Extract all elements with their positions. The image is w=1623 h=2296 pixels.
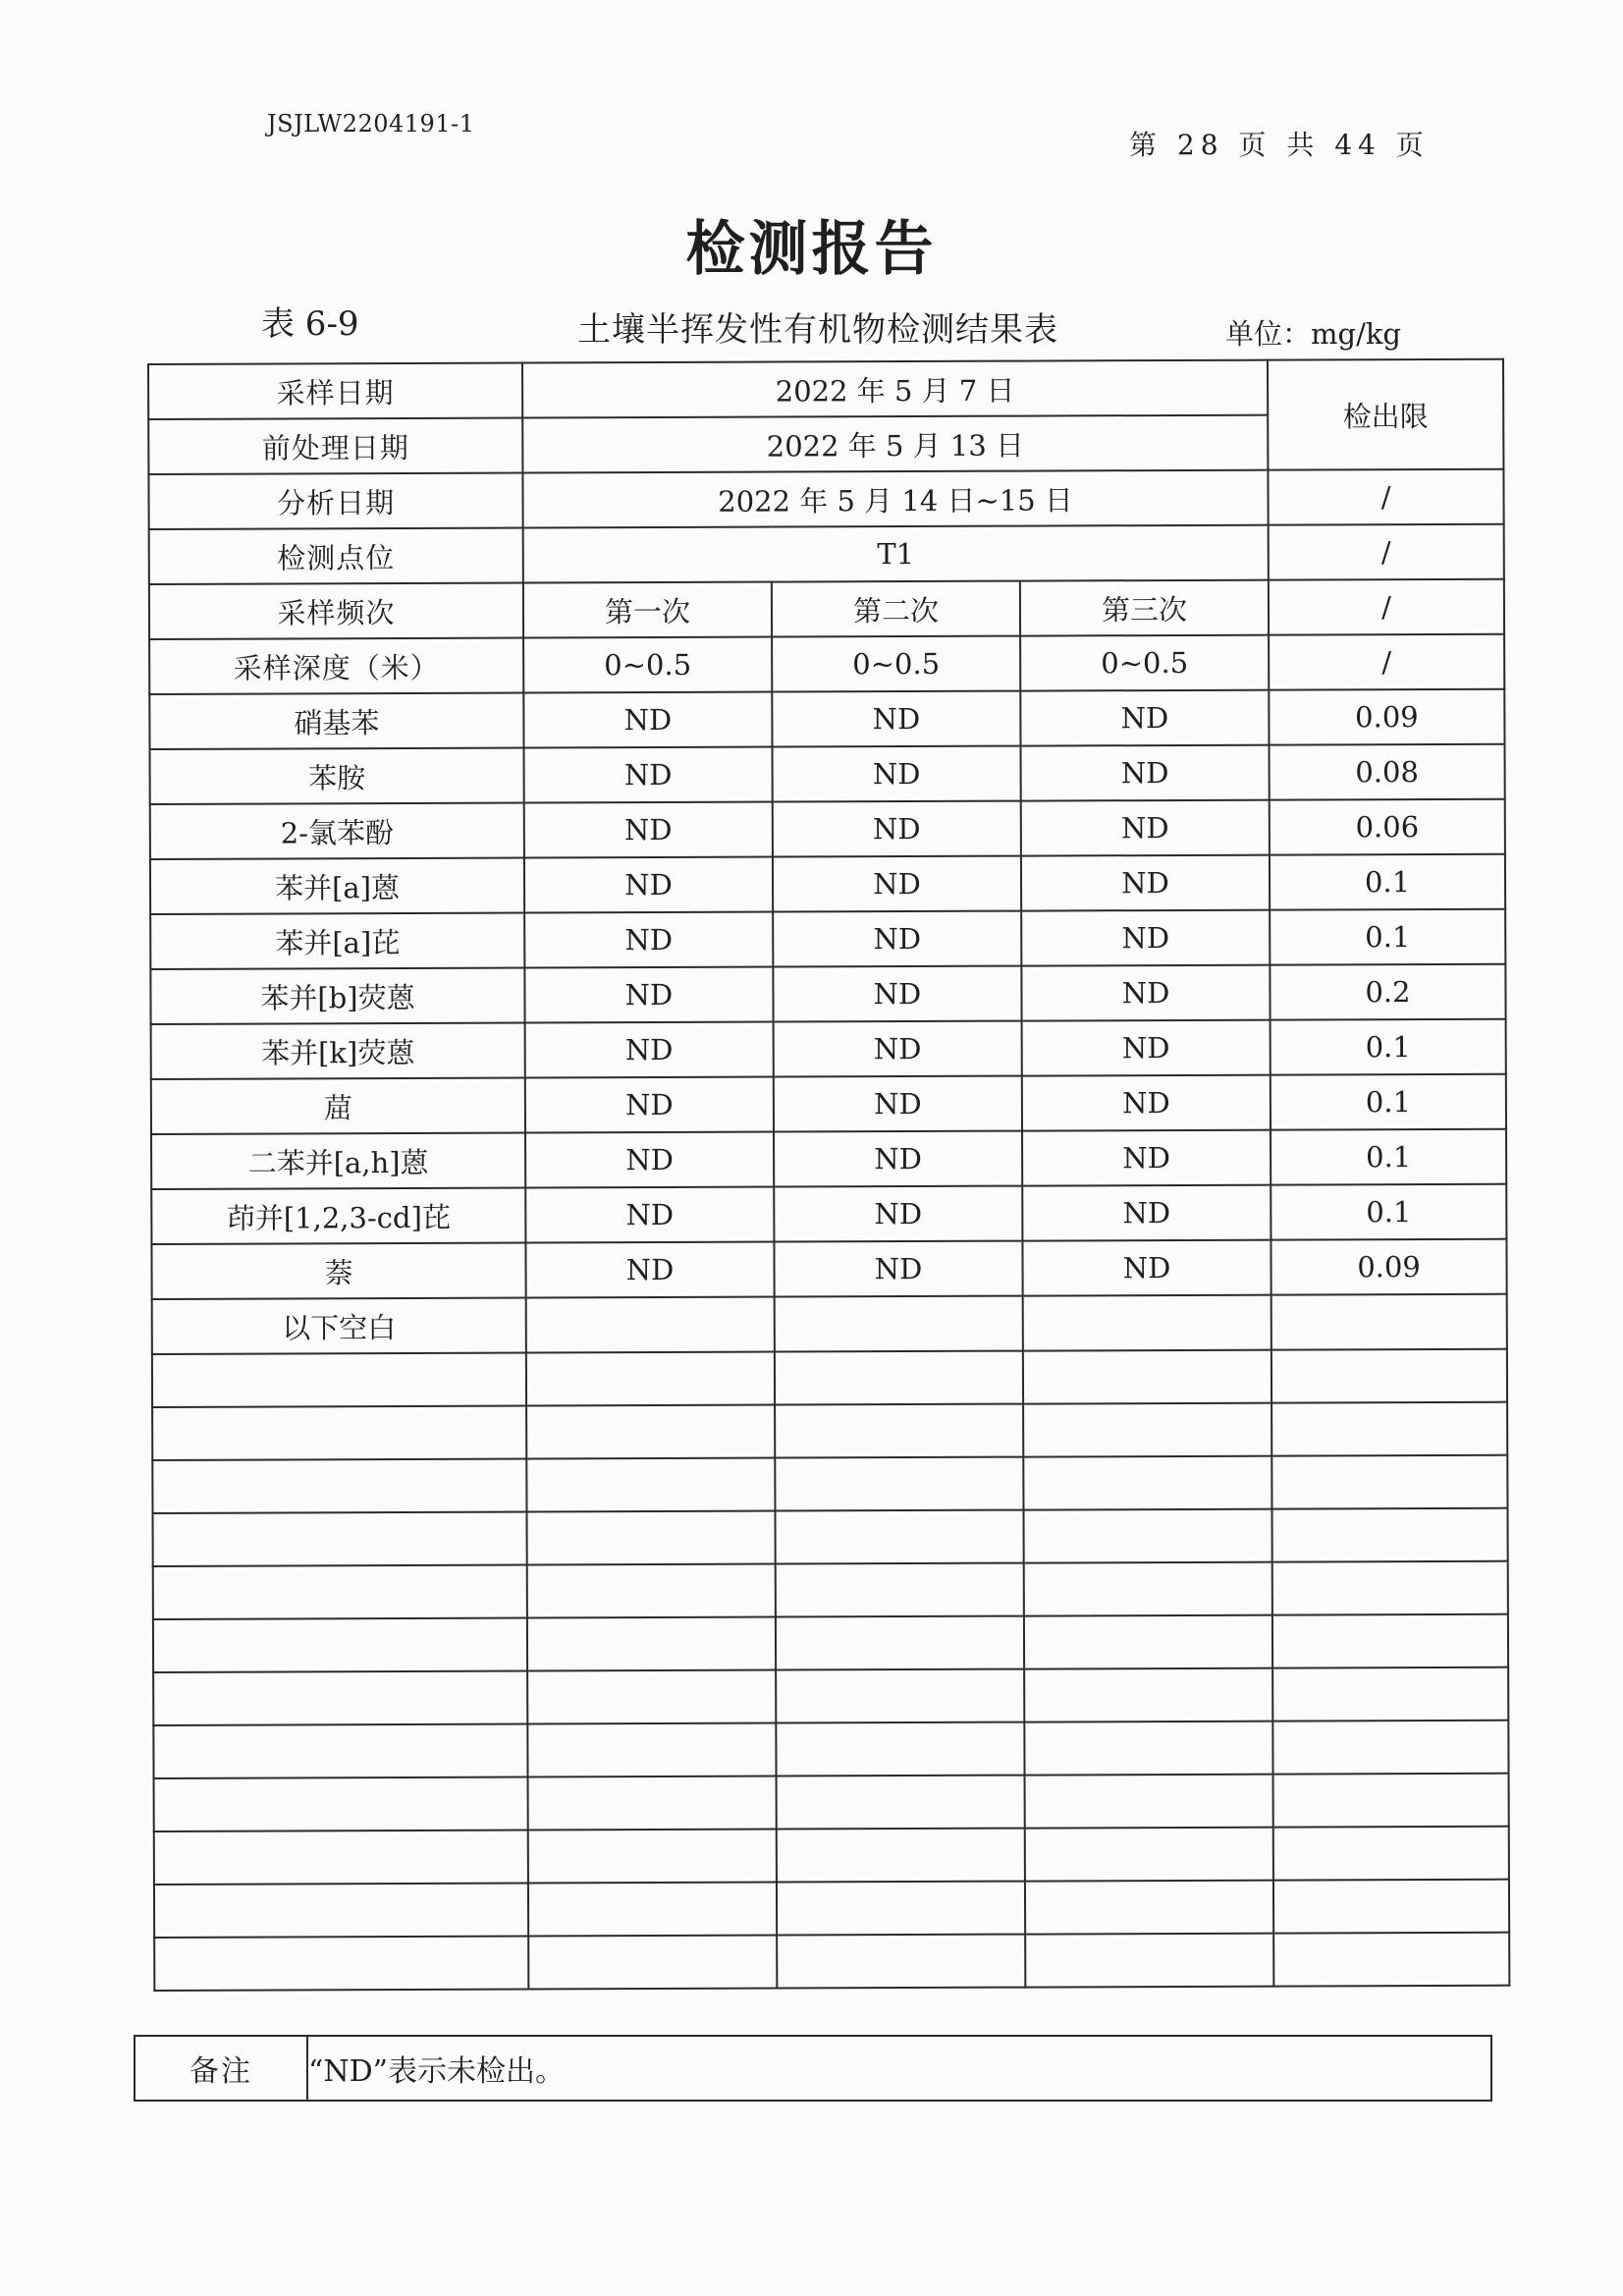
empty-cell [775,1296,1023,1352]
result-cell: ND [1021,965,1270,1021]
detection-limit-cell: 0.1 [1271,1184,1506,1240]
result-cell: ND [523,692,772,748]
analyte-name: 二苯并[a,h]蒽 [151,1133,525,1189]
analyte-row [150,964,1505,1024]
empty-cell [526,1511,775,1565]
analyte-row [151,1184,1506,1244]
detection-limit-cell: 0.1 [1271,1074,1506,1130]
result-cell: ND [524,967,773,1023]
row-label: 检测点位 [149,528,523,584]
analyte-row [150,909,1505,969]
row-label: 前处理日期 [148,418,522,474]
result-cell: ND [1021,745,1270,801]
empty-cell [527,1564,776,1618]
empty-cell [776,1669,1024,1723]
limit-cell: / [1269,579,1504,635]
table-number: 表 6-9 [261,304,359,344]
result-cell: ND [1022,1130,1271,1186]
empty-cell [1024,1615,1272,1669]
empty-cell [152,1406,526,1460]
blank-row [152,1455,1507,1513]
empty-cell [1273,1933,1509,1987]
detection-limit-cell: 0.2 [1270,964,1505,1020]
results-table [147,358,1510,1992]
empty-cell [775,1351,1023,1405]
result-cell: ND [1021,855,1270,911]
site-row [149,524,1504,584]
empty-cell [1023,1350,1271,1404]
empty-cell [528,1936,777,1990]
detection-limit-cell: 0.09 [1271,1239,1506,1295]
detection-limit-cell: 0.1 [1270,909,1505,965]
row-label: 分析日期 [148,473,522,529]
empty-cell [1024,1562,1272,1616]
analyte-name: 苯胺 [150,748,524,804]
result-cell: ND [774,1131,1022,1187]
blank-row [153,1721,1508,1778]
empty-cell [1271,1349,1507,1403]
empty-cell [1025,1775,1273,1829]
empty-cell [1024,1668,1272,1722]
empty-cell [526,1297,775,1353]
empty-cell [154,1884,528,1938]
blank-row [153,1667,1508,1725]
empty-cell [1272,1561,1508,1615]
remarks-text: “ND”表示未检出。 [307,2036,1491,2101]
result-cell: ND [524,912,773,968]
analyte-row [151,1239,1506,1299]
detection-limit-cell: 0.1 [1270,854,1505,910]
row-label: 采样频次 [149,583,523,639]
result-cell: ND [525,1022,774,1078]
analyte-row [150,854,1505,914]
empty-cell [776,1563,1024,1617]
empty-cell [1025,1828,1273,1882]
empty-cell [153,1565,527,1619]
blank-row [154,1933,1509,1991]
end-note: 以下空白 [152,1298,526,1354]
analyte-name: 苯并[b]荧蒽 [150,968,524,1024]
row-label: 采样深度（米） [149,638,523,694]
frequency-cell: 第二次 [772,581,1020,637]
empty-cell [1272,1667,1508,1722]
result-cell: ND [774,1186,1022,1242]
analysis-date-value: 2022 年 5 月 14 日~15 日 [522,470,1268,528]
analyte-name: 苯并[a]芘 [150,913,524,969]
empty-cell [1272,1721,1508,1775]
empty-cell [527,1723,776,1777]
analyte-row [150,799,1505,859]
remarks-label: 备注 [135,2036,307,2101]
blank-row [154,1827,1509,1885]
result-cell: ND [774,1241,1022,1297]
detection-limit-cell: 0.08 [1270,744,1505,800]
blank-row [153,1561,1508,1619]
empty-cell [152,1512,526,1566]
depth-cell: 0~0.5 [1020,635,1269,691]
result-cell: ND [1022,1240,1271,1296]
analyte-name: 苯并[k]荧蒽 [151,1023,525,1079]
frequency-cell: 第一次 [523,582,772,638]
result-cell: ND [525,1242,774,1298]
result-cell: ND [1022,1185,1271,1241]
empty-cell [1024,1722,1272,1776]
empty-cell [1271,1455,1507,1509]
empty-cell [775,1510,1023,1564]
site-value: T1 [523,525,1269,583]
analyte-row [151,1129,1506,1189]
limit-cell: / [1268,469,1503,525]
blank-row [152,1508,1507,1566]
empty-cell [154,1831,528,1885]
result-cell: ND [773,856,1021,912]
result-cell: ND [1021,800,1270,856]
empty-cell [777,1776,1025,1830]
empty-cell [527,1670,776,1724]
empty-cell [1023,1456,1271,1510]
result-cell: ND [524,747,773,803]
result-cell: ND [773,911,1021,967]
result-cell: ND [524,857,773,913]
empty-cell [1272,1614,1508,1668]
remarks-row [135,2036,1491,2101]
pretreatment-date-value: 2022 年 5 月 13 日 [522,415,1268,473]
blank-row [154,1774,1509,1831]
analyte-name: 苯并[a]蒽 [150,858,524,914]
result-cell: ND [773,746,1021,802]
empty-cell [1023,1403,1271,1457]
empty-cell [777,1882,1025,1936]
remarks-table [134,2035,1492,2102]
document-title: 检测报告 [685,215,938,284]
end-note-row [152,1294,1507,1354]
empty-cell [528,1777,777,1831]
analyte-name: 茚并[1,2,3-cd]芘 [151,1188,525,1244]
result-cell: ND [774,1076,1022,1132]
analyte-row [151,1074,1506,1134]
empty-cell [1023,1295,1271,1351]
unit-label: 单位：mg/kg [1225,317,1401,351]
empty-cell [153,1671,527,1725]
analyte-name: 䓛 [151,1078,525,1134]
empty-cell [152,1353,526,1407]
blank-row [152,1349,1507,1407]
row-label: 采样日期 [148,363,522,419]
empty-cell [775,1457,1023,1511]
result-cell: ND [1022,1075,1271,1131]
sampling-date-value: 2022 年 5 月 7 日 [522,360,1268,418]
detection-limit-cell: 0.09 [1269,689,1504,745]
empty-cell [1025,1934,1273,1988]
result-cell: ND [525,1187,774,1243]
depth-cell: 0~0.5 [772,636,1020,692]
blank-row [154,1880,1509,1938]
empty-cell [1273,1880,1509,1934]
empty-cell [1271,1294,1507,1350]
empty-cell [528,1830,777,1884]
empty-cell [152,1459,526,1513]
frequency-cell: 第三次 [1020,580,1269,636]
detection-limit-cell: 0.06 [1270,799,1505,855]
page-number: 第 28 页 共 44 页 [1129,129,1430,161]
empty-cell [1271,1402,1507,1456]
analysis-date-row [148,469,1503,529]
result-cell: ND [1020,690,1269,746]
report-id: JSJLW2204191-1 [267,110,475,137]
table-title: 土壤半挥发性有机物检测结果表 [577,310,1058,350]
sampling-date-row [148,359,1503,419]
result-cell: ND [1021,910,1270,966]
empty-cell [1272,1508,1508,1562]
empty-cell [1273,1827,1509,1881]
result-cell: ND [525,1077,774,1133]
analyte-row [149,689,1504,749]
depth-cell: 0~0.5 [523,637,772,693]
empty-cell [776,1722,1024,1777]
analyte-name: 硝基苯 [149,693,523,749]
analyte-row [150,744,1505,804]
empty-cell [154,1777,528,1831]
result-cell: ND [524,802,773,858]
result-cell: ND [773,966,1021,1022]
analyte-name: 萘 [151,1243,525,1299]
blank-row [152,1402,1507,1460]
empty-cell [1273,1774,1509,1828]
empty-cell [526,1405,775,1459]
empty-cell [777,1935,1025,1989]
result-cell: ND [773,801,1021,857]
result-cell: ND [525,1132,774,1188]
depth-row [149,634,1504,694]
result-cell: ND [1022,1020,1271,1076]
empty-cell [526,1352,775,1406]
detection-limit-header: 检出限 [1268,359,1503,470]
limit-cell: / [1269,634,1504,690]
blank-row [153,1614,1508,1672]
frequency-row [149,579,1504,639]
result-cell: ND [774,1021,1022,1077]
empty-cell [154,1937,528,1991]
empty-cell [153,1618,527,1672]
result-cell: ND [772,691,1020,747]
limit-cell: / [1269,524,1504,580]
empty-cell [1025,1881,1273,1935]
analyte-name: 2-氯苯酚 [150,803,524,859]
empty-cell [1023,1509,1271,1563]
empty-cell [775,1404,1023,1458]
detection-limit-cell: 0.1 [1271,1019,1506,1075]
empty-cell [526,1458,775,1512]
detection-limit-cell: 0.1 [1271,1129,1506,1185]
analyte-row [151,1019,1506,1079]
empty-cell [527,1617,776,1671]
empty-cell [153,1724,527,1778]
empty-cell [776,1616,1024,1670]
empty-cell [777,1829,1025,1883]
empty-cell [528,1883,777,1937]
